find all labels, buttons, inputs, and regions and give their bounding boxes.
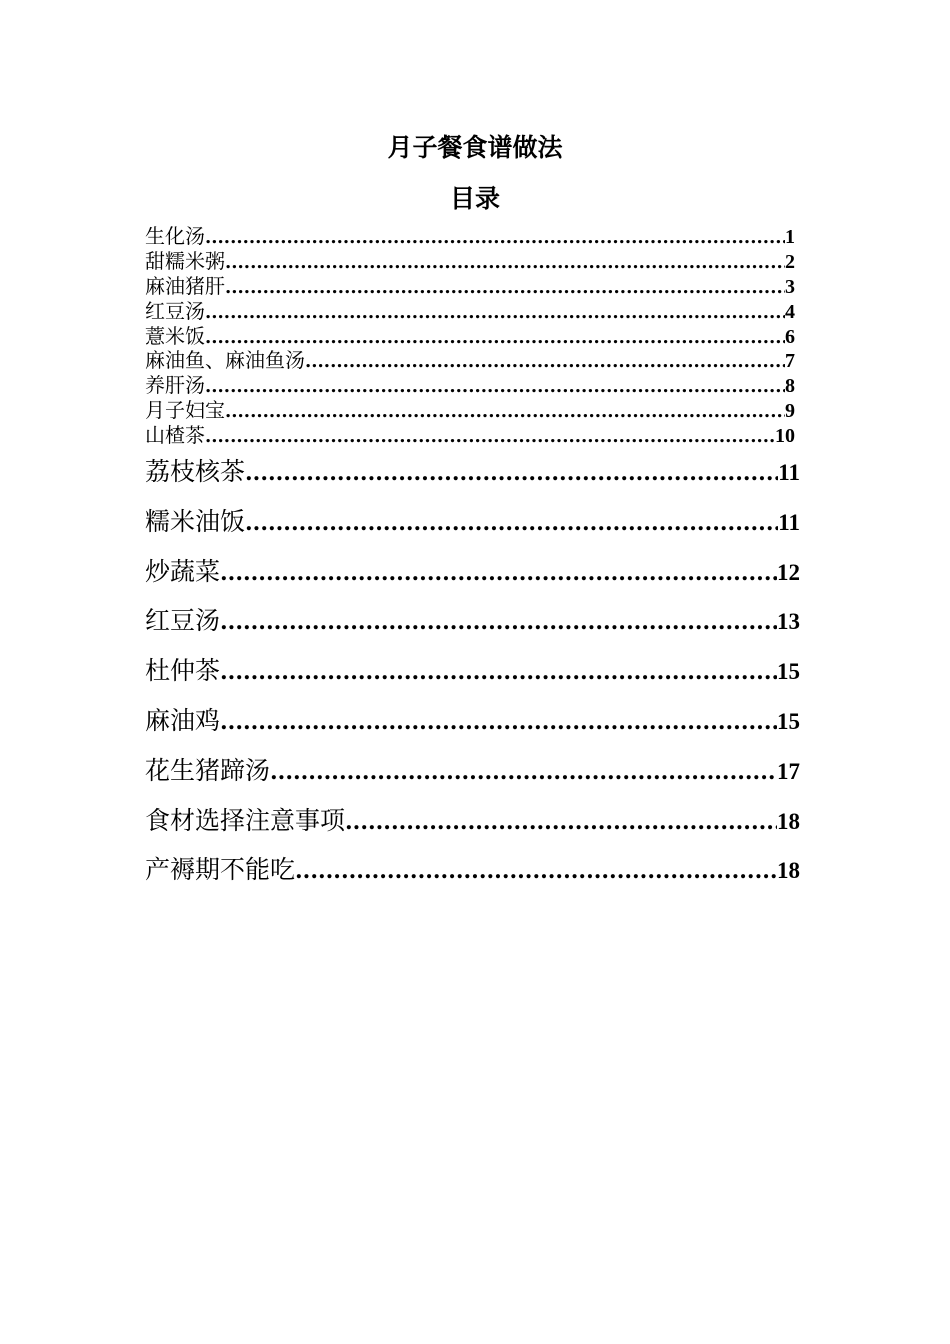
- toc-entry-label: 炒蔬菜: [145, 556, 221, 586]
- toc-entry-label: 养肝汤: [145, 373, 205, 398]
- toc-entry-label: 杜仲茶: [145, 656, 221, 686]
- toc-entry[interactable]: [145, 423, 795, 448]
- toc-entry-page: 3: [785, 275, 795, 298]
- toc-dot-leader: [205, 301, 785, 324]
- toc-entry-page: 11: [778, 509, 800, 535]
- toc-dot-leader: [295, 852, 777, 889]
- toc-entry-page: 4: [785, 300, 795, 323]
- toc-entry[interactable]: [145, 453, 800, 491]
- toc-entry-label: 糯米油饭: [145, 506, 246, 536]
- toc-entry[interactable]: [145, 602, 800, 640]
- document-title: 月子餐食谱做法: [387, 133, 563, 162]
- toc-entry-page: 13: [777, 609, 800, 635]
- toc-entry[interactable]: [145, 398, 795, 423]
- toc-entry-label: 月子妇宝: [145, 398, 225, 423]
- toc-entry[interactable]: [145, 224, 795, 249]
- toc-entry[interactable]: [145, 348, 795, 373]
- toc-entry-page: 1: [785, 226, 795, 248]
- toc-entry-page: 7: [785, 350, 795, 373]
- toc-entry[interactable]: [145, 274, 795, 299]
- toc-entry[interactable]: [145, 802, 800, 840]
- toc-entry[interactable]: [145, 851, 800, 889]
- toc-entry[interactable]: [145, 299, 795, 324]
- toc-dot-leader: [220, 603, 777, 640]
- toc-entry[interactable]: [145, 752, 800, 790]
- toc-entry[interactable]: [145, 249, 795, 274]
- toc-dot-leader: [270, 753, 777, 790]
- toc-entry-page: 6: [785, 325, 795, 348]
- toc-dot-leader: [225, 276, 785, 299]
- toc-entry-label: 红豆汤: [145, 298, 205, 323]
- toc-dot-leader: [225, 251, 785, 274]
- toc-dot-leader: [220, 554, 777, 591]
- toc-entry-label: 薏米饭: [145, 323, 205, 348]
- toc-entry-page: 12: [777, 559, 800, 585]
- toc-entry-label: 麻油猪肝: [145, 273, 225, 298]
- toc-entry-page: 15: [777, 708, 800, 734]
- toc-entry-page: 2: [785, 250, 795, 273]
- toc-entry-label: 食材选择注意事项: [145, 805, 346, 835]
- toc-entry-page: 17: [777, 758, 800, 784]
- toc-dot-leader: [205, 326, 785, 349]
- toc-entry[interactable]: [145, 702, 800, 740]
- toc-dot-leader: [345, 803, 777, 840]
- toc-dot-leader: [220, 653, 777, 690]
- toc-entry-label: 花生猪蹄汤: [145, 755, 271, 785]
- toc-heading: 目录: [449, 184, 500, 213]
- toc-entry-label: 麻油鱼、麻油鱼汤: [145, 348, 305, 373]
- toc-dot-leader: [205, 425, 775, 448]
- toc-list-small: [145, 224, 795, 448]
- toc-dot-leader: [205, 226, 785, 249]
- toc-entry[interactable]: [145, 652, 800, 690]
- toc-dot-leader: [225, 400, 785, 423]
- toc-entry[interactable]: [145, 553, 800, 591]
- toc-entry[interactable]: [145, 373, 795, 398]
- toc-entry-page: 18: [777, 858, 800, 884]
- toc-entry-page: 10: [775, 425, 795, 448]
- toc-entry-page: 18: [777, 808, 800, 834]
- toc-entry-label: 荔枝核茶: [145, 457, 246, 486]
- toc-entry-page: 15: [777, 659, 800, 685]
- toc-entry-label: 甜糯米粥: [145, 248, 225, 273]
- toc-dot-leader: [245, 504, 778, 541]
- toc-dot-leader: [245, 454, 778, 491]
- toc-entry[interactable]: [145, 503, 800, 541]
- toc-dot-leader: [205, 375, 785, 398]
- toc-entry-page: 9: [785, 400, 795, 423]
- toc-dot-leader: [305, 350, 785, 373]
- toc-entry-page: 11: [778, 460, 800, 485]
- toc-entry[interactable]: [145, 324, 795, 349]
- toc-dot-leader: [220, 703, 777, 740]
- toc-entry-label: 麻油鸡: [145, 705, 221, 735]
- toc-entry-page: 8: [785, 375, 795, 398]
- toc-list-large: [145, 453, 800, 901]
- toc-entry-label: 山楂茶: [145, 423, 205, 448]
- toc-entry-label: 红豆汤: [145, 606, 221, 636]
- toc-entry-label: 生化汤: [145, 224, 205, 248]
- toc-entry-label: 产褥期不能吃: [145, 855, 296, 885]
